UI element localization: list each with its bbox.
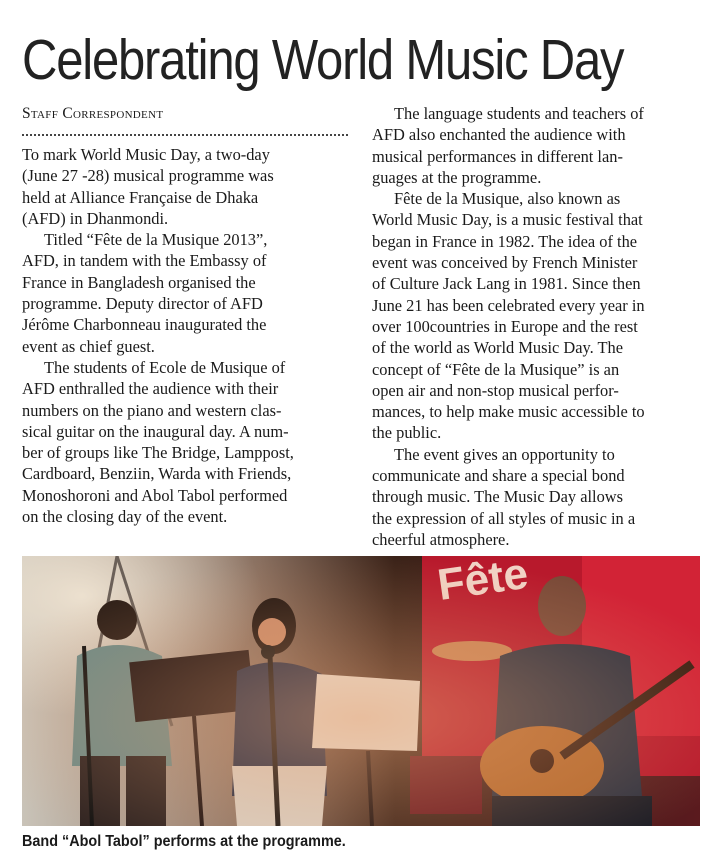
text-line: the expression of all styles of music in a xyxy=(372,508,636,528)
right-paragraphs xyxy=(372,103,700,550)
text-line: concept of “Fête de la Musique” is an xyxy=(372,359,620,379)
left-column xyxy=(22,104,350,527)
byline-divider xyxy=(22,134,348,136)
headline: Celebrating World Music Day xyxy=(22,28,624,92)
text-line: the public. xyxy=(372,423,442,443)
article-paragraph xyxy=(372,444,700,550)
text-line: open air and non-stop musical perfor- xyxy=(372,380,619,400)
text-line: guages at the programme. xyxy=(372,167,542,187)
byline: Staff Correspondent xyxy=(22,105,164,122)
text-line: AFD, in tandem with the Embassy of xyxy=(22,251,267,271)
text-line: The event gives an opportunity to xyxy=(394,444,615,464)
text-line: of the world as World Music Day. The xyxy=(372,338,624,358)
band-photo-illustration xyxy=(22,556,700,826)
text-line: event as chief guest. xyxy=(22,336,155,356)
text-line: (June 27 -28) musical programme was xyxy=(22,166,274,186)
text-line: The language students and teachers of xyxy=(394,104,644,123)
left-paragraphs xyxy=(22,144,350,527)
text-line: held at Alliance Française de Dhaka xyxy=(22,187,259,207)
text-line: numbers on the piano and western clas- xyxy=(22,400,282,420)
photo-caption: Band “Abol Tabol” performs at the programme. xyxy=(22,833,346,850)
text-line: Fête de la Musique, also known as xyxy=(394,189,621,209)
article-paragraph xyxy=(372,103,700,188)
text-line: programme. Deputy director of AFD xyxy=(22,294,263,314)
right-column xyxy=(372,103,700,550)
text-line: World Music Day, is a music festival that xyxy=(372,210,643,230)
text-line: Monoshoroni and Abol Tabol performed xyxy=(22,485,288,505)
text-line: communicate and share a special bond xyxy=(372,466,625,486)
text-line: musical performances in different lan- xyxy=(372,146,623,166)
text-line: on the closing day of the event. xyxy=(22,507,228,527)
text-line: through music. The Music Day allows xyxy=(372,487,623,507)
text-line: began in France in 1982. The idea of the xyxy=(372,231,638,251)
text-line: To mark World Music Day, a two-day xyxy=(22,145,270,164)
band-photo xyxy=(22,556,700,826)
text-line: event was conceived by French Minister xyxy=(372,253,638,273)
text-line: AFD also enchanted the audience with xyxy=(372,125,626,145)
text-line: France in Bangladesh organised the xyxy=(22,272,256,292)
text-line: of Culture Jack Lang in 1981. Since then xyxy=(372,274,641,294)
article-paragraph xyxy=(372,188,700,444)
stage-light xyxy=(22,556,700,826)
article-paragraph xyxy=(22,357,350,527)
text-line: June 21 has been celebrated every year in xyxy=(372,295,645,315)
text-line: cheerful atmosphere. xyxy=(372,529,510,549)
text-line: ber of groups like The Bridge, Lamppost, xyxy=(22,443,294,463)
text-line: Jérôme Charbonneau inaugurated the xyxy=(22,315,267,335)
article-paragraph xyxy=(22,229,350,357)
text-line: sical guitar on the inaugural day. A num- xyxy=(22,421,289,441)
text-line: AFD enthralled the audience with their xyxy=(22,379,279,399)
text-line: mances, to help make music accessible to xyxy=(372,402,645,422)
text-line: Titled “Fête de la Musique 2013”, xyxy=(44,230,268,250)
text-line: Cardboard, Benziin, Warda with Friends, xyxy=(22,464,292,484)
article-paragraph xyxy=(22,144,350,229)
text-line: (AFD) in Dhanmondi. xyxy=(22,208,169,228)
text-line: over 100countries in Europe and the rest xyxy=(372,316,638,336)
text-line: The students of Ecole de Musique of xyxy=(44,357,286,377)
